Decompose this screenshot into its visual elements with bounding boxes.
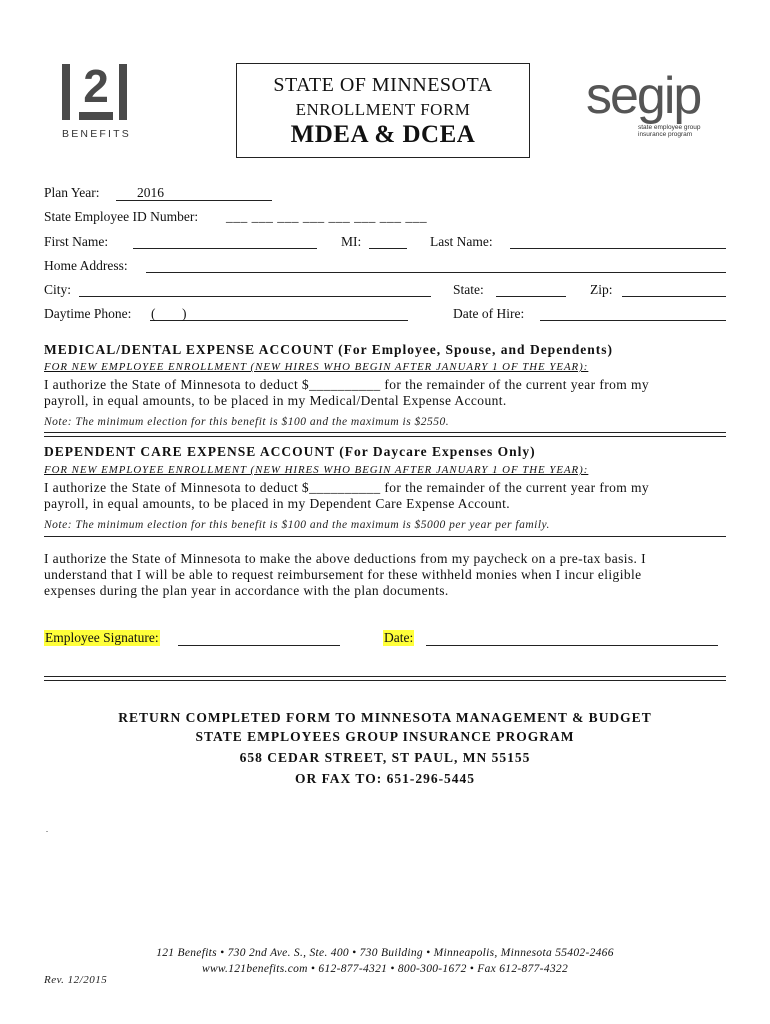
- dependent-note: Note: The minimum election for this benefit is $100 and the maximum is $5000 per year per family.: [44, 519, 550, 531]
- city-label: City:: [44, 282, 72, 297]
- phone-paren-open: (: [151, 306, 156, 321]
- employee-signature-label: Employee Signature:: [45, 630, 159, 645]
- logo-benefits-text: BENEFITS: [62, 128, 131, 140]
- medical-section-subtitle: FOR NEW EMPLOYEE ENROLLMENT (NEW HIRES WHO BEGIN AFTER JANUARY 1 OF THE YEAR):: [44, 361, 589, 373]
- segip-logo: [586, 67, 726, 150]
- first-name-label: First Name:: [44, 234, 109, 249]
- logo-number-2: 2: [83, 60, 109, 112]
- segip-word: segip: [586, 67, 701, 125]
- logo-bar-3: [119, 64, 127, 120]
- divider: [44, 536, 726, 537]
- mi-field[interactable]: [369, 248, 407, 249]
- phone-label: Daytime Phone:: [44, 306, 132, 321]
- city-field[interactable]: [79, 296, 431, 297]
- phone-field[interactable]: [150, 320, 408, 321]
- title-mdea-dcea: MDEA & DCEA: [290, 121, 476, 148]
- hire-date-label: Date of Hire:: [453, 306, 525, 321]
- logo-bar-1: [62, 64, 70, 120]
- authorization-line3: expenses during the plan year in accordance with the plan documents.: [44, 583, 449, 598]
- 121-benefits-logo: [62, 60, 132, 144]
- medical-authorize-line1[interactable]: I authorize the State of Minnesota to deduct $__________ for the remainder of the current year from my: [44, 377, 649, 392]
- authorization-line2: understand that I will be able to request reimbursement for these withheld monies when I incur eligible: [44, 567, 642, 582]
- home-address-label: Home Address:: [44, 258, 128, 273]
- logo-underbar: [79, 112, 113, 120]
- medical-note: Note: The minimum election for this benefit is $100 and the maximum is $2550.: [44, 416, 450, 428]
- stray-dot: .: [46, 825, 48, 834]
- zip-field[interactable]: [622, 296, 726, 297]
- title-enrollment: ENROLLMENT FORM: [295, 100, 471, 119]
- plan-year-value: 2016: [137, 185, 164, 200]
- return-line2: STATE EMPLOYEES GROUP INSURANCE PROGRAM: [195, 729, 575, 744]
- return-address: 658 CEDAR STREET, ST PAUL, MN 55155: [239, 750, 531, 765]
- dependent-authorize-line2: payroll, in equal amounts, to be placed in my Dependent Care Expense Account.: [44, 496, 511, 511]
- employee-signature-field[interactable]: [178, 645, 340, 646]
- first-name-field[interactable]: [133, 248, 317, 249]
- title-state: STATE OF MINNESOTA: [273, 74, 493, 96]
- revision-date: Rev. 12/2015: [44, 974, 108, 986]
- divider: [44, 432, 726, 437]
- signature-date-field[interactable]: [426, 645, 718, 646]
- dependent-section-title: DEPENDENT CARE EXPENSE ACCOUNT (For Daycare Expenses Only): [44, 444, 536, 459]
- return-line1: RETURN COMPLETED FORM TO MINNESOTA MANAGEMENT & BUDGET: [118, 710, 652, 725]
- last-name-label: Last Name:: [430, 234, 493, 249]
- footer-address: 121 Benefits • 730 2nd Ave. S., Ste. 400 • 730 Building • Minneapolis, Minnesota 55402-2466: [156, 947, 614, 959]
- dependent-section-subtitle: FOR NEW EMPLOYEE ENROLLMENT (NEW HIRES WHO BEGIN AFTER JANUARY 1 OF THE YEAR):: [44, 464, 589, 476]
- employee-id-field[interactable]: ___ ___ ___ ___ ___ ___ ___ ___: [226, 209, 428, 224]
- plan-year-label: Plan Year:: [44, 185, 100, 200]
- segip-tagline: state employee group insurance program: [638, 124, 701, 138]
- date-label: Date:: [384, 630, 414, 645]
- state-field[interactable]: [496, 296, 566, 297]
- mi-label: MI:: [341, 234, 362, 249]
- zip-label: Zip:: [590, 282, 613, 297]
- form-title-box: [236, 63, 530, 158]
- authorization-line1: I authorize the State of Minnesota to make the above deductions from my paycheck on a pre-tax basis. I: [44, 551, 646, 566]
- medical-authorize-line2: payroll, in equal amounts, to be placed in my Medical/Dental Expense Account.: [44, 393, 507, 408]
- state-label: State:: [453, 282, 484, 297]
- last-name-field[interactable]: [510, 248, 726, 249]
- home-address-field[interactable]: [146, 272, 726, 273]
- footer-contact: www.121benefits.com • 612-877-4321 • 800-300-1672 • Fax 612-877-4322: [201, 963, 569, 975]
- medical-section-title: MEDICAL/DENTAL EXPENSE ACCOUNT (For Employee, Spouse, and Dependents): [44, 342, 613, 357]
- hire-date-field[interactable]: [540, 320, 726, 321]
- employee-id-label: State Employee ID Number:: [44, 209, 199, 224]
- return-fax: OR FAX TO: 651-296-5445: [294, 771, 476, 786]
- phone-paren-close: ): [182, 306, 187, 321]
- dependent-authorize-line1[interactable]: I authorize the State of Minnesota to deduct $__________ for the remainder of the current year from my: [44, 480, 649, 495]
- divider: [44, 676, 726, 681]
